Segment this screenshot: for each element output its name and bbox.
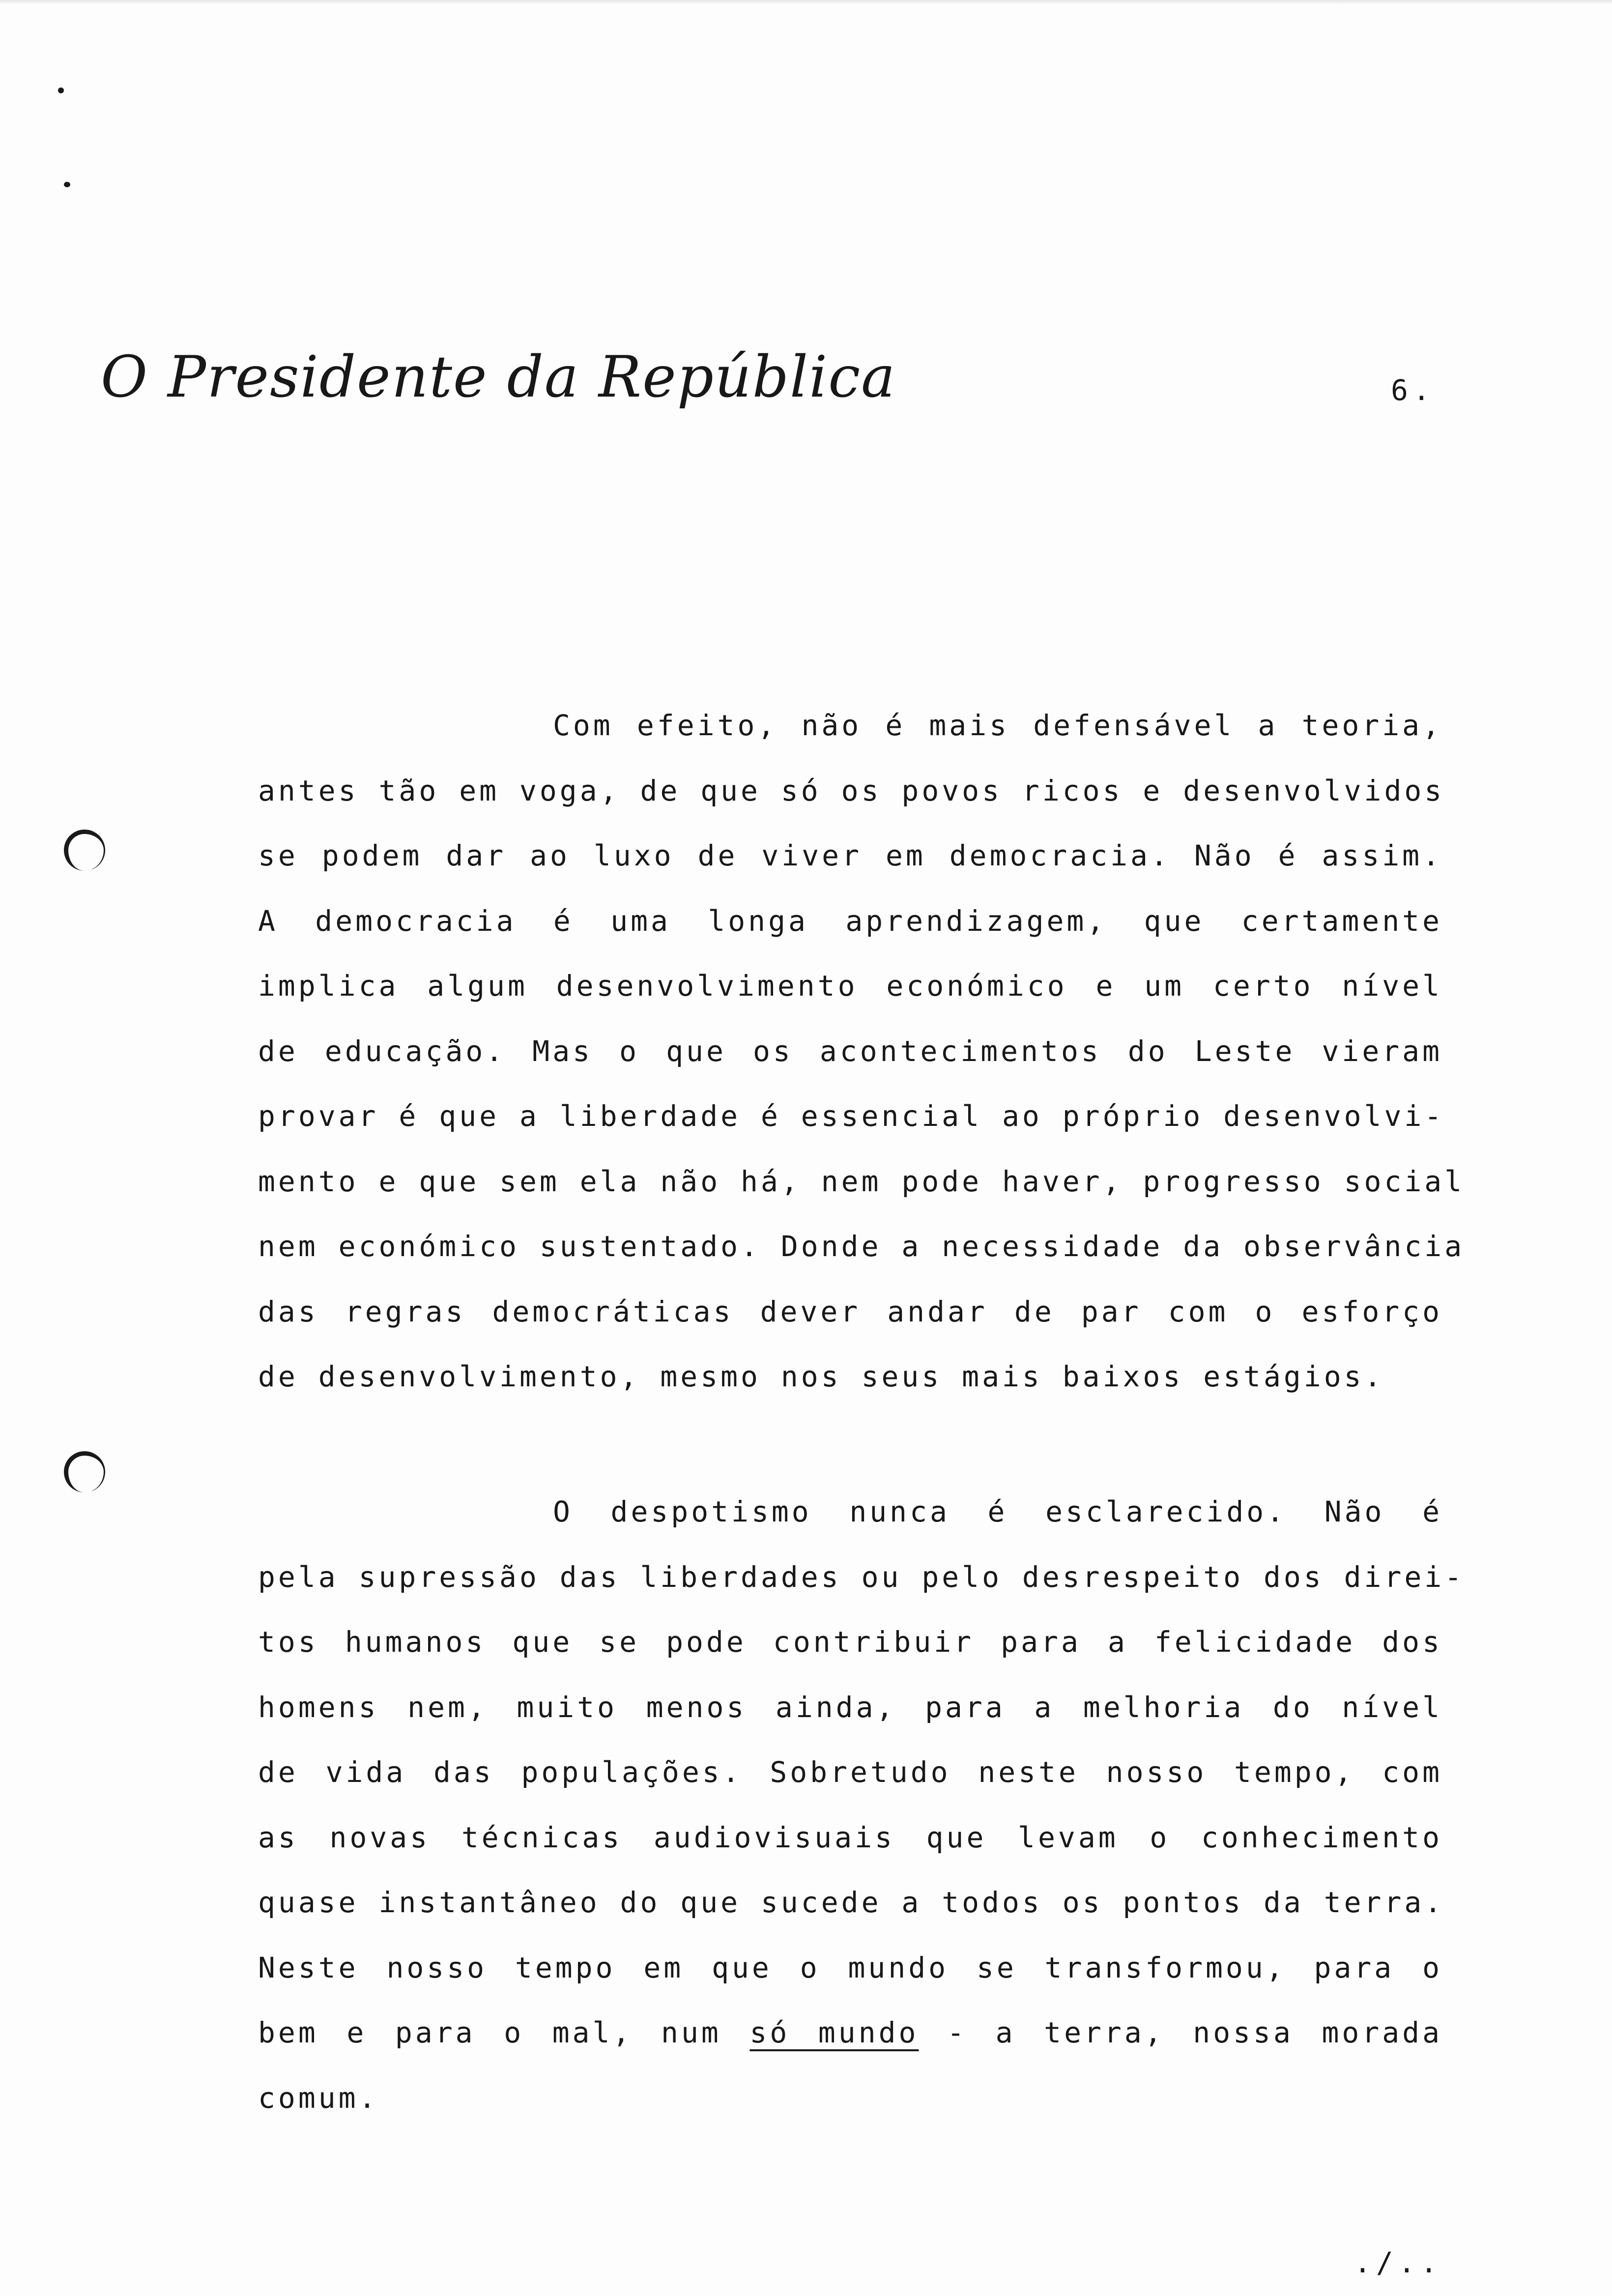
paragraph-line: homens nem, muito menos ainda, para a melhoria do nível <box>258 1690 1442 1724</box>
scan-edge <box>0 0 1612 5</box>
paragraph-line: nem económico sustentado. Donde a necessidade da observância <box>258 1230 1465 1263</box>
paragraph-line: O despotismo nunca é esclarecido. Não é <box>553 1495 1442 1528</box>
paragraph-line: provar é que a liberdade é essencial ao próprio desenvolvi- <box>258 1099 1445 1133</box>
paragraph-line: antes tão em voga, de que só os povos ricos e desenvolvidos <box>258 774 1445 807</box>
letterhead: O Presidente da República <box>101 344 896 410</box>
underlined-phrase: só mundo <box>749 2016 919 2049</box>
paragraph-line: mento e que sem ela não há, nem pode haver, progresso social <box>258 1164 1465 1198</box>
paragraph-line: as novas técnicas audiovisuais que levam o conhecimento <box>258 1820 1442 1854</box>
paragraph-line: Com efeito, não é mais defensável a teoria, <box>553 709 1442 742</box>
paragraph-line: de vida das populações. Sobretudo neste nosso tempo, com <box>258 1755 1442 1789</box>
paragraph-line: implica algum desenvolvimento económico e um certo nível <box>258 969 1442 1003</box>
page-number: 6. <box>1391 373 1435 407</box>
paragraph-1 <box>258 693 1465 1409</box>
ink-speck <box>64 182 70 187</box>
paragraph-line: das regras democráticas dever andar de par com o esforço <box>258 1294 1442 1328</box>
text-segment: - a terra, nossa morada <box>919 2016 1443 2049</box>
paragraph-line: de desenvolvimento, mesmo nos seus mais baixos estágios. <box>258 1360 1384 1393</box>
paragraph-line: pela supressão das liberdades ou pelo desrespeito dos direi- <box>258 1560 1465 1594</box>
paragraph-line: A democracia é uma longa aprendizagem, que certamente <box>258 904 1442 938</box>
paragraph-line: Neste nosso tempo em que o mundo se transformou, para o <box>258 1951 1442 1984</box>
paragraph-line: comum. <box>258 2081 379 2115</box>
ink-speck <box>58 87 64 93</box>
punch-hole-mark <box>64 830 105 871</box>
punch-hole-mark <box>64 1451 105 1492</box>
text-segment: bem e para o mal, num <box>258 2016 750 2049</box>
paragraph-line: quase instantâneo do que sucede a todos os pontos da terra. <box>258 1886 1445 1919</box>
paragraph-line: de educação. Mas o que os acontecimentos do Leste vieram <box>258 1034 1442 1068</box>
paragraph-2 <box>258 1479 1465 2130</box>
paragraph-line: tos humanos que se pode contribuir para a felicidade dos <box>258 1625 1442 1659</box>
paragraph-line-underlined <box>258 2000 1442 2066</box>
paragraph-line: se podem dar ao luxo de viver em democracia. Não é assim. <box>258 839 1442 872</box>
continuation-mark: ./.. <box>1354 2246 1442 2279</box>
